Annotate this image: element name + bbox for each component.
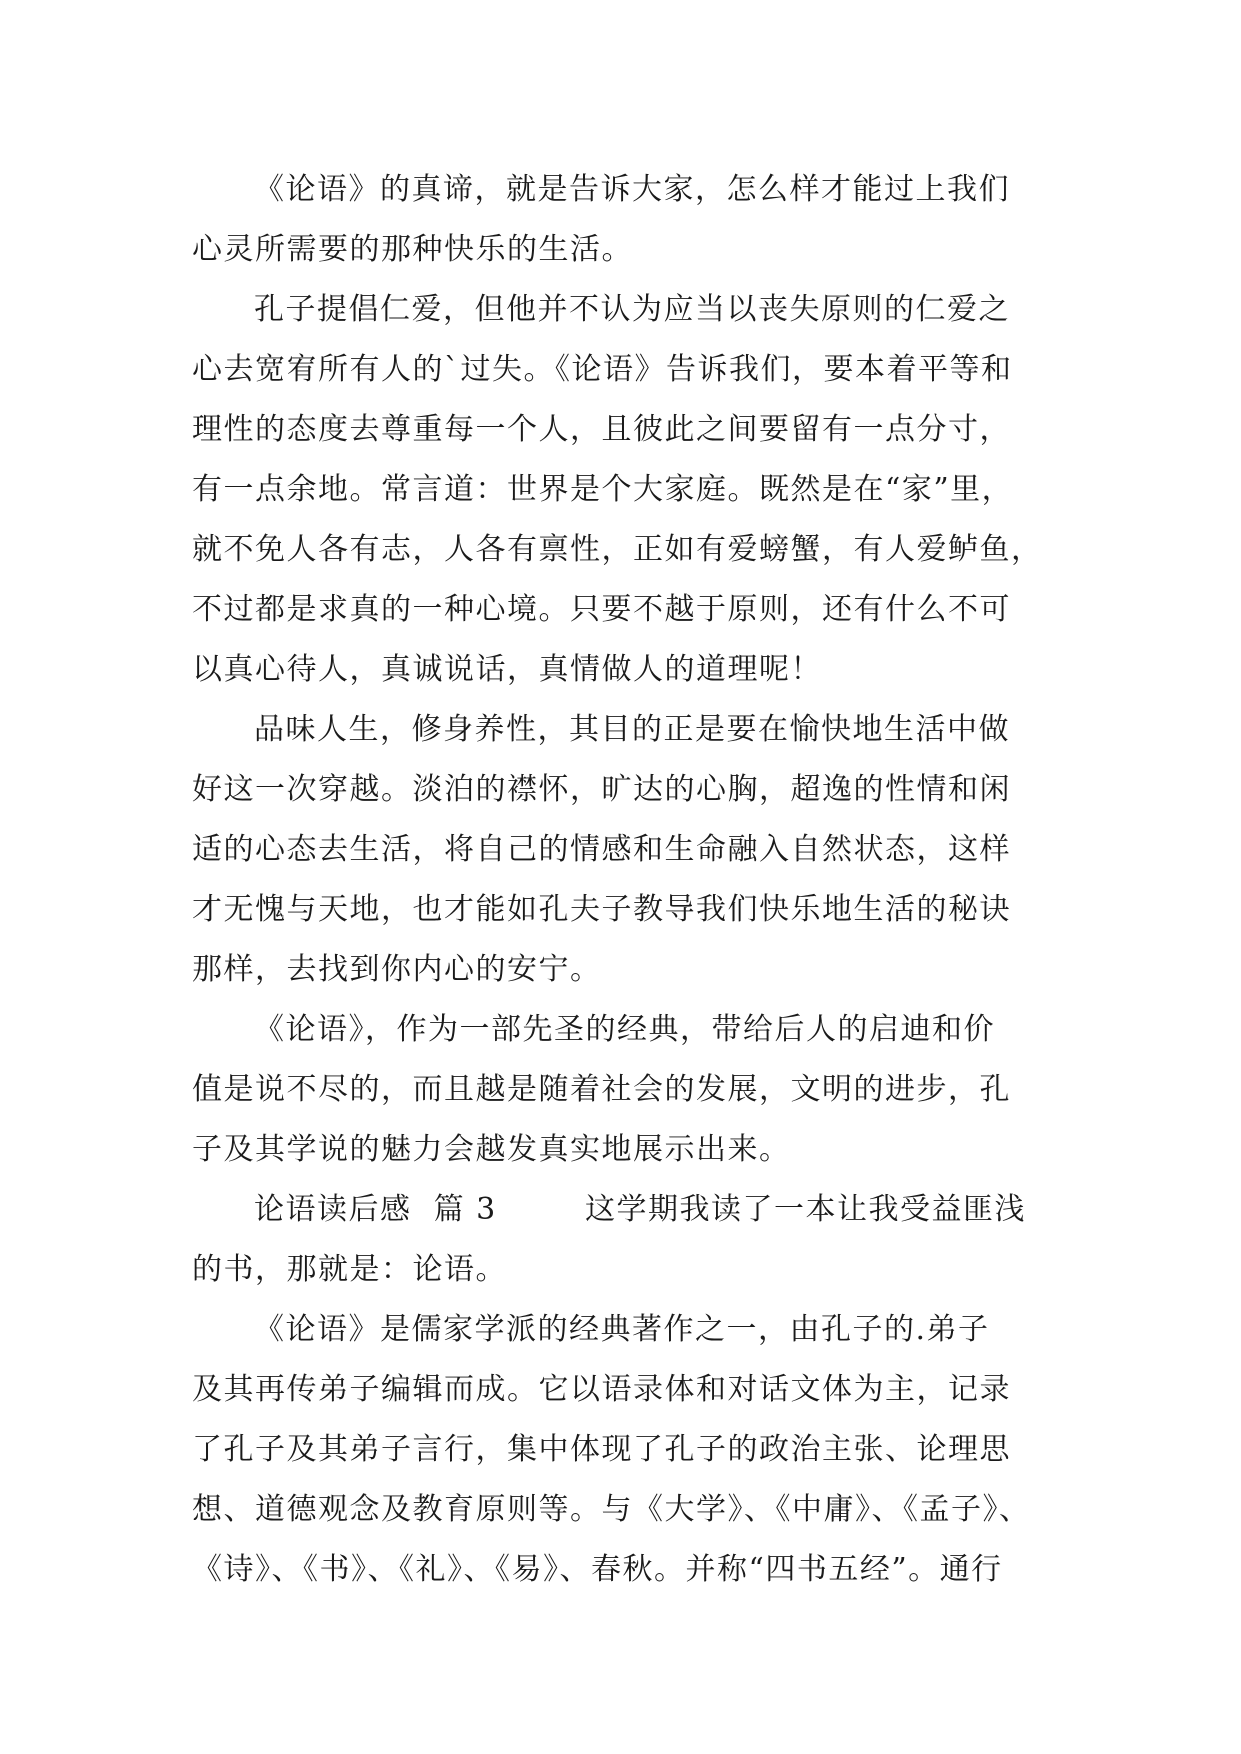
paragraph-line: 以真心待人，真诚说话，真情做人的道理呢！	[192, 652, 822, 687]
paragraph-line: 那样，去找到你内心的安宁。	[192, 952, 602, 987]
paragraph-line: 好这一次穿越。淡泊的襟怀，旷达的心胸，超逸的性情和闲	[192, 772, 1011, 807]
paragraph-line: 的书，那就是：论语。	[192, 1252, 507, 1287]
paragraph-line: 有一点余地。常言道：世界是个大家庭。既然是在“家”里，	[192, 472, 1014, 507]
paragraph-line: 理性的态度去尊重每一个人，且彼此之间要留有一点分寸，	[192, 412, 1011, 447]
paragraph-line: 心灵所需要的那种快乐的生活。	[192, 232, 633, 267]
paragraph-line: 才无愧与天地，也才能如孔夫子教导我们快乐地生活的秘诀	[192, 892, 1011, 927]
paragraph-line: 了孔子及其弟子言行，集中体现了孔子的政治主张、论理思	[192, 1432, 1011, 1467]
paragraph-line: 品味人生，修身养性，其目的正是要在愉快地生活中做	[254, 712, 1010, 747]
paragraph-line: 《论语》是儒家学派的经典著作之一，由孔子的.弟子	[254, 1312, 990, 1347]
paragraph-line: 心去宽宥所有人的`过失。《论语》告诉我们，要本着平等和	[192, 352, 1013, 387]
paragraph-line: 值是说不尽的，而且越是随着社会的发展，文明的进步，孔	[192, 1072, 1011, 1107]
paragraph-line: 就不免人各有志，人各有禀性，正如有爱螃蟹，有人爱鲈鱼，	[192, 532, 1043, 567]
paragraph-line: 孔子提倡仁爱，但他并不认为应当以丧失原则的仁爱之	[254, 292, 1010, 327]
paragraph-line: 《诗》、《书》、《礼》、《易》、春秋。并称“四书五经”。通行	[192, 1552, 1003, 1587]
section-heading-line: 论语读后感 篇 3 这学期我读了一本让我受益匪浅	[254, 1192, 1026, 1227]
paragraph-line: 及其再传弟子编辑而成。它以语录体和对话文体为主，记录	[192, 1372, 1011, 1407]
document-body	[192, 160, 1062, 1600]
paragraph-line: 不过都是求真的一种心境。只要不越于原则，还有什么不可	[192, 592, 1011, 627]
paragraph-line: 《论语》，作为一部先圣的经典，带给后人的启迪和价	[254, 1012, 995, 1047]
paragraph-line: 适的心态去生活，将自己的情感和生命融入自然状态，这样	[192, 832, 1011, 867]
paragraph-line: 《论语》的真谛，就是告诉大家，怎么样才能过上我们	[254, 172, 1010, 207]
paragraph-line: 子及其学说的魅力会越发真实地展示出来。	[192, 1132, 791, 1167]
paragraph-line: 想、道德观念及教育原则等。与《大学》、《中庸》、《孟子》、	[192, 1492, 1031, 1527]
